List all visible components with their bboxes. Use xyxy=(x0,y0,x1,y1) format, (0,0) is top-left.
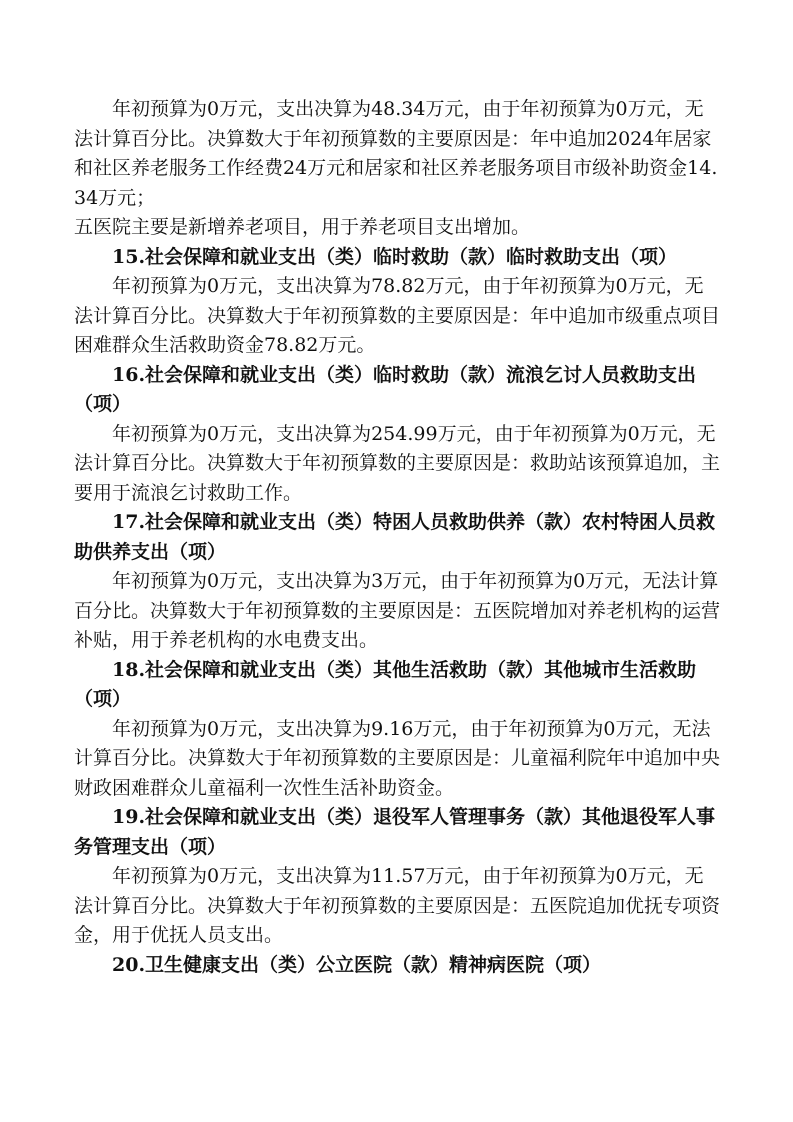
section-heading-18: 18.社会保障和就业支出（类）其他生活救助（款）其他城市生活救助（项） xyxy=(74,658,697,710)
paragraph-fifth-hospital-elderly: 五医院主要是新增养老项目，用于养老项目支出增加。 xyxy=(74,216,531,238)
section-heading-20: 20.卫生健康支出（类）公立医院（款）精神病医院（项） xyxy=(112,953,602,976)
paragraph-16: 年初预算为0万元，支出决算为254.99万元，由于年初预算为0万元，无法计算百分比。决算数大于年初预算数的主要原因是：救助站该预算追加，主要用于流浪乞讨救助工作。 xyxy=(74,422,721,504)
section-heading-17: 17.社会保障和就业支出（类）特困人员救助供养（款）农村特困人员救助供养支出（项） xyxy=(74,511,716,563)
section-heading-19: 19.社会保障和就业支出（类）退役军人管理事务（款）其他退役军人事务管理支出（项） xyxy=(74,806,716,858)
paragraph-18: 年初预算为0万元，支出决算为9.16万元，由于年初预算为0万元，无法计算百分比。决算数大于年初预算数的主要原因是：儿童福利院年中追加中央财政困难群众儿童福利一次性生活补助资金。 xyxy=(74,717,721,799)
paragraph-17: 年初预算为0万元，支出决算为3万元，由于年初预算为0万元，无法计算百分比。决算数大于年初预算数的主要原因是：五医院增加对养老机构的运营补贴，用于养老机构的水电费支出。 xyxy=(74,570,721,651)
paragraph-15: 年初预算为0万元，支出决算为78.82万元，由于年初预算为0万元，无法计算百分比。决算数大于年初预算数的主要原因是：年中追加市级重点项目困难群众生活救助资金78.82万元。 xyxy=(74,275,721,356)
paragraph-elderly-care-funding: 年初预算为0万元，支出决算为48.34万元，由于年初预算为0万元，无法计算百分比。决算数大于年初预算数的主要原因是：年中追加2024年居家和社区养老服务工作经费24万元和居家和社区养老服务项目市级补助资金14.34万元； xyxy=(74,98,718,209)
paragraph-19: 年初预算为0万元，支出决算为11.57万元，由于年初预算为0万元，无法计算百分比。决算数大于年初预算数的主要原因是：五医院追加优抚专项资金，用于优抚人员支出。 xyxy=(74,865,721,946)
section-heading-15: 15.社会保障和就业支出（类）临时救助（款）临时救助支出（项） xyxy=(112,245,678,268)
section-heading-16: 16.社会保障和就业支出（类）临时救助（款）流浪乞讨人员救助支出（项） xyxy=(74,363,697,415)
document-body xyxy=(74,95,722,980)
